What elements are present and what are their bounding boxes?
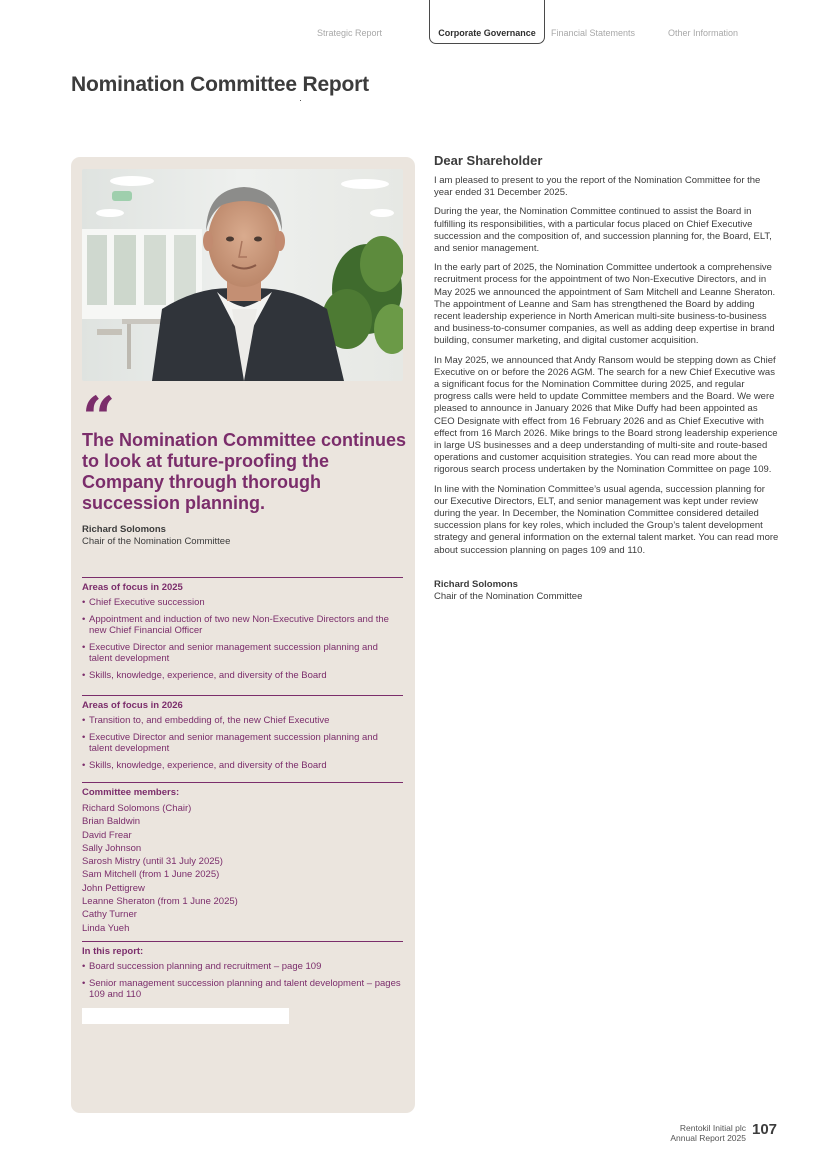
focus-2026-section	[82, 695, 403, 776]
letter-paragraph: In line with the Nomination Committee’s usual agenda, succession planning for our Executive Directors, ELT, and senior management was kept under review during the year. In December, the Nomination Committee considered detailed succession plans for key roles, which included the Group’s talent development strategy and general information on the external talent market. You can read more about succession planning on pages 109 and 110.	[434, 483, 779, 556]
member-item: Linda Yueh	[82, 922, 130, 934]
letter-paragraph: In May 2025, we announced that Andy Ransom would be stepping down as Chief Executive on or before the 2026 AGM. The search for a new Chief Executive was a significant focus for the Nomination Committee during 2025, and regular progress calls were held to update Committee members and the Board. We were pleased to announce in January 2026 that Mike Duffy had been appointed as CEO Designate with effect from 16 February 2026 and as Chief Executive with effect from 16 March 2026. Mike brings to the Board strong leadership experience in large US businesses and a deep understanding of multi-site and route-based operations and customer acquisition strategies. You can read more about the rigorous search process undertaken by the Nomination Committee on page 109.	[434, 354, 778, 476]
portrait-illustration	[82, 169, 403, 381]
page-title: Nomination Committee Report	[71, 73, 369, 96]
in-this-report-section	[82, 941, 403, 1006]
focus-2025-section	[82, 577, 403, 686]
member-item: Sally Johnson	[82, 842, 142, 854]
quote-signature-name: Richard Solomons	[82, 524, 166, 535]
footer-report: Annual Report 2025	[670, 1133, 746, 1143]
blank-field	[82, 1008, 289, 1024]
tab-other-information[interactable]: Other Information	[668, 28, 739, 38]
footer-company: Rentokil Initial plc	[679, 1123, 746, 1133]
chair-panel	[71, 157, 415, 1113]
focus-2025-list	[82, 597, 403, 681]
footer-publication	[670, 1123, 746, 1143]
report-link-board-succession[interactable]: • Board succession planning and recruitment – page 109	[82, 961, 403, 973]
member-item: Cathy Turner	[82, 909, 137, 921]
focus-2026-list	[82, 715, 403, 771]
letter-signature-role: Chair of the Nomination Committee	[434, 590, 583, 602]
list-item: • Transition to, and embedding of, the new Chief Executive	[82, 715, 403, 727]
member-item: John Pettigrew	[82, 882, 145, 894]
letter-signature-name: Richard Solomons	[434, 578, 518, 590]
list-item: • Appointment and induction of two new Non-Executive Directors and the new Chief Financial Officer	[82, 614, 403, 637]
letter-paragraph: I am pleased to present to you the report of the Nomination Committee for the year ended 31 December 2025.	[434, 175, 761, 199]
report-link-senior-management[interactable]: • Senior management succession planning and talent development – pages 109 and 110	[82, 978, 403, 1001]
letter-paragraph: During the year, the Nomination Committee continued to assist the Board in fulfilling its responsibilities, with a particular focus placed on Chief Executive succession and the composition of, and succession planning for, the Board, ELT, and senior management.	[434, 206, 772, 255]
in-this-report-heading: In this report:	[82, 946, 144, 957]
list-item: • Skills, knowledge, experience, and diversity of the Board	[82, 760, 403, 772]
pull-quote: The Nomination Committee continues to look at future-proofing the Company through thorough succession planning.	[82, 430, 407, 513]
list-item: • Executive Director and senior management succession planning and talent development	[82, 732, 403, 755]
list-item: • Executive Director and senior management succession planning and talent development	[82, 642, 403, 665]
member-item: Brian Baldwin	[82, 816, 141, 828]
tab-strategic-report[interactable]: Strategic Report	[317, 28, 383, 38]
committee-members-heading: Committee members:	[82, 787, 180, 798]
chair-portrait-photo	[82, 169, 403, 381]
in-this-report-list	[82, 961, 403, 1001]
member-item: Sarosh Mistry (until 31 July 2025)	[82, 856, 223, 868]
list-item: • Skills, knowledge, experience, and diversity of the Board	[82, 670, 403, 682]
quote-signature-role: Chair of the Nomination Committee	[82, 536, 231, 547]
chair-letter	[434, 153, 779, 602]
member-item: Leanne Sheraton (from 1 June 2025)	[82, 896, 238, 908]
member-item: David Frear	[82, 829, 132, 841]
quote-mark-icon: “	[82, 384, 116, 452]
letter-signature	[434, 579, 779, 602]
stray-mark	[300, 100, 301, 101]
committee-members-section	[82, 782, 403, 935]
list-item: • Chief Executive succession	[82, 597, 403, 609]
section-tabs	[0, 0, 825, 46]
member-item: Richard Solomons (Chair)	[82, 803, 192, 814]
tab-financial-statements[interactable]: Financial Statements	[551, 28, 636, 38]
member-item: Sam Mitchell (from 1 June 2025)	[82, 869, 220, 881]
tab-corporate-governance[interactable]: Corporate Governance	[429, 0, 545, 44]
page-number: 107	[752, 1121, 778, 1138]
letter-heading: Dear Shareholder	[434, 153, 543, 168]
focus-2025-heading: Areas of focus in 2025	[82, 582, 183, 593]
focus-2026-heading: Areas of focus in 2026	[82, 700, 183, 711]
letter-paragraph: In the early part of 2025, the Nomination Committee undertook a comprehensive recruitment process for the appointment of two Non-Executive Directors, and in May 2025 we announced the appointment of Sam Mitchell and Leanne Sheraton. The appointment of Leanne and Sam has strengthened the Board by adding recent leadership experience in North American multi-site business-to-business and business-to-consumer companies, as well as adding deep expertise in brand building, consumer marketing, and digital customer acquisition.	[434, 262, 776, 347]
committee-members-list	[82, 802, 403, 935]
